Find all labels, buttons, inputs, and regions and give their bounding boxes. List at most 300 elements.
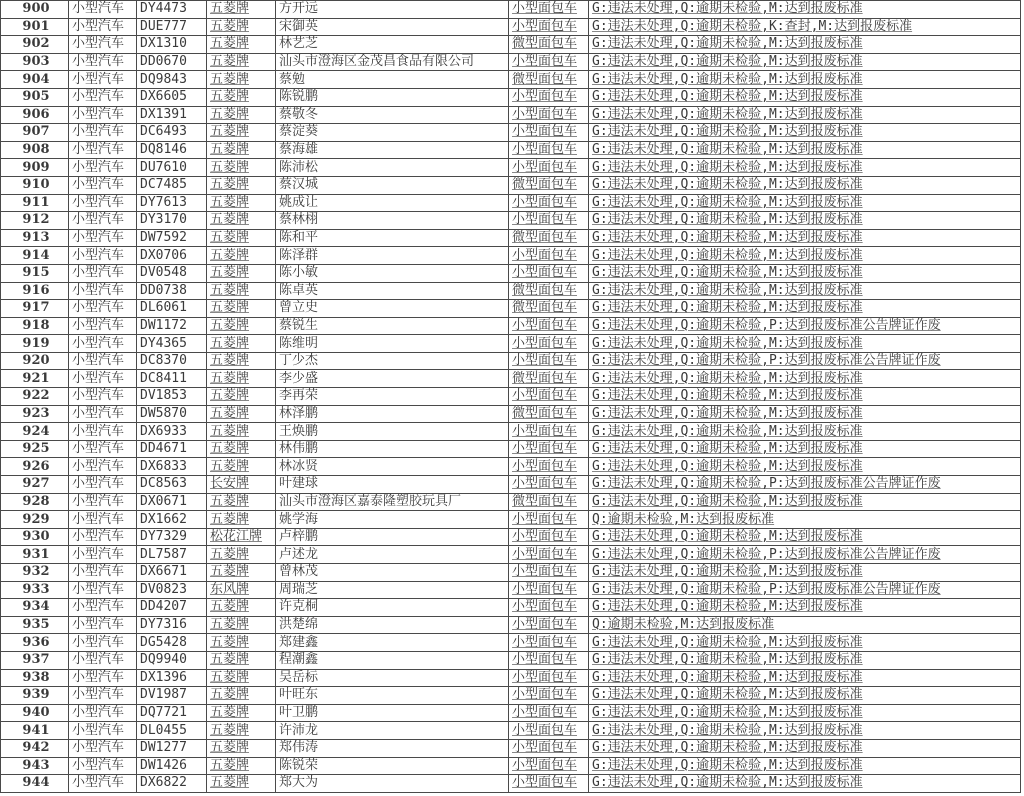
cell-vehicle-category[interactable]: 小型汽车: [69, 194, 137, 212]
cell-serial-number[interactable]: 904: [1, 71, 69, 89]
cell-vehicle-category[interactable]: 小型汽车: [69, 18, 137, 36]
cell-vehicle-category[interactable]: 小型汽车: [69, 476, 137, 494]
cell-vehicle-category[interactable]: 小型汽车: [69, 704, 137, 722]
cell-status[interactable]: [589, 405, 1021, 423]
cell-vehicle-type[interactable]: [509, 546, 589, 564]
cell-serial-number[interactable]: 927: [1, 476, 69, 494]
cell-owner[interactable]: 陈维明: [276, 335, 509, 353]
cell-vehicle-category[interactable]: 小型汽车: [69, 423, 137, 441]
cell-plate-number[interactable]: DV0548: [137, 264, 207, 282]
cell-owner[interactable]: 蔡汉城: [276, 176, 509, 194]
cell-serial-number[interactable]: 900: [1, 1, 69, 19]
cell-vehicle-type[interactable]: [509, 53, 589, 71]
cell-owner[interactable]: 林艺芝: [276, 36, 509, 54]
cell-status[interactable]: [589, 440, 1021, 458]
cell-status[interactable]: [589, 1, 1021, 19]
cell-owner[interactable]: 蔡锐生: [276, 317, 509, 335]
cell-brand[interactable]: [207, 581, 276, 599]
cell-brand[interactable]: [207, 546, 276, 564]
cell-vehicle-type[interactable]: [509, 511, 589, 529]
cell-brand[interactable]: [207, 511, 276, 529]
cell-vehicle-type[interactable]: [509, 388, 589, 406]
cell-plate-number[interactable]: DX6822: [137, 775, 207, 793]
cell-owner[interactable]: 蔡海雄: [276, 141, 509, 159]
cell-serial-number[interactable]: 938: [1, 669, 69, 687]
cell-status[interactable]: [589, 247, 1021, 265]
cell-vehicle-category[interactable]: 小型汽车: [69, 388, 137, 406]
cell-serial-number[interactable]: 926: [1, 458, 69, 476]
cell-status[interactable]: [589, 176, 1021, 194]
cell-status[interactable]: [589, 599, 1021, 617]
cell-vehicle-category[interactable]: 小型汽车: [69, 669, 137, 687]
cell-status[interactable]: [589, 282, 1021, 300]
cell-plate-number[interactable]: DX6671: [137, 564, 207, 582]
cell-status[interactable]: [589, 775, 1021, 793]
cell-serial-number[interactable]: 918: [1, 317, 69, 335]
cell-vehicle-type[interactable]: [509, 176, 589, 194]
cell-vehicle-category[interactable]: 小型汽车: [69, 546, 137, 564]
cell-plate-number[interactable]: DD4671: [137, 440, 207, 458]
cell-status[interactable]: [589, 124, 1021, 142]
cell-status[interactable]: [589, 511, 1021, 529]
cell-status[interactable]: [589, 581, 1021, 599]
cell-owner[interactable]: 陈锐鹏: [276, 88, 509, 106]
cell-brand[interactable]: [207, 159, 276, 177]
cell-owner[interactable]: 方开远: [276, 1, 509, 19]
cell-status[interactable]: [589, 739, 1021, 757]
cell-vehicle-type[interactable]: [509, 212, 589, 230]
cell-serial-number[interactable]: 916: [1, 282, 69, 300]
cell-status[interactable]: [589, 528, 1021, 546]
cell-plate-number[interactable]: DG5428: [137, 634, 207, 652]
cell-vehicle-category[interactable]: 小型汽车: [69, 247, 137, 265]
cell-brand[interactable]: [207, 687, 276, 705]
cell-status[interactable]: [589, 722, 1021, 740]
cell-vehicle-type[interactable]: [509, 476, 589, 494]
cell-brand[interactable]: [207, 317, 276, 335]
cell-brand[interactable]: [207, 53, 276, 71]
cell-owner[interactable]: 吴岳标: [276, 669, 509, 687]
cell-owner[interactable]: 许克桐: [276, 599, 509, 617]
cell-brand[interactable]: [207, 124, 276, 142]
cell-brand[interactable]: [207, 300, 276, 318]
cell-serial-number[interactable]: 905: [1, 88, 69, 106]
cell-vehicle-category[interactable]: 小型汽车: [69, 528, 137, 546]
cell-status[interactable]: [589, 159, 1021, 177]
cell-status[interactable]: [589, 335, 1021, 353]
cell-brand[interactable]: [207, 458, 276, 476]
cell-vehicle-type[interactable]: [509, 264, 589, 282]
cell-vehicle-type[interactable]: [509, 317, 589, 335]
cell-brand[interactable]: [207, 352, 276, 370]
cell-vehicle-type[interactable]: [509, 669, 589, 687]
cell-serial-number[interactable]: 922: [1, 388, 69, 406]
cell-plate-number[interactable]: DC7485: [137, 176, 207, 194]
cell-plate-number[interactable]: DQ8146: [137, 141, 207, 159]
cell-status[interactable]: [589, 370, 1021, 388]
cell-brand[interactable]: [207, 476, 276, 494]
cell-vehicle-category[interactable]: 小型汽车: [69, 687, 137, 705]
cell-plate-number[interactable]: DX1662: [137, 511, 207, 529]
cell-owner[interactable]: 洪楚绵: [276, 616, 509, 634]
cell-status[interactable]: [589, 493, 1021, 511]
cell-owner[interactable]: 丁少杰: [276, 352, 509, 370]
cell-owner[interactable]: 陈锐荣: [276, 757, 509, 775]
cell-plate-number[interactable]: DC8563: [137, 476, 207, 494]
cell-serial-number[interactable]: 931: [1, 546, 69, 564]
cell-status[interactable]: [589, 634, 1021, 652]
cell-vehicle-category[interactable]: 小型汽车: [69, 757, 137, 775]
cell-status[interactable]: [589, 546, 1021, 564]
cell-vehicle-type[interactable]: [509, 88, 589, 106]
cell-serial-number[interactable]: 913: [1, 229, 69, 247]
cell-status[interactable]: [589, 141, 1021, 159]
cell-plate-number[interactable]: DD0738: [137, 282, 207, 300]
cell-plate-number[interactable]: DC8370: [137, 352, 207, 370]
cell-vehicle-category[interactable]: 小型汽车: [69, 317, 137, 335]
cell-vehicle-type[interactable]: [509, 229, 589, 247]
cell-serial-number[interactable]: 911: [1, 194, 69, 212]
cell-brand[interactable]: [207, 739, 276, 757]
cell-status[interactable]: [589, 757, 1021, 775]
cell-vehicle-category[interactable]: 小型汽车: [69, 599, 137, 617]
cell-plate-number[interactable]: DY7613: [137, 194, 207, 212]
cell-vehicle-type[interactable]: [509, 71, 589, 89]
cell-vehicle-type[interactable]: [509, 1, 589, 19]
cell-vehicle-type[interactable]: [509, 687, 589, 705]
cell-vehicle-type[interactable]: [509, 493, 589, 511]
cell-serial-number[interactable]: 912: [1, 212, 69, 230]
cell-plate-number[interactable]: DQ9843: [137, 71, 207, 89]
cell-owner[interactable]: 林泽鹏: [276, 405, 509, 423]
cell-status[interactable]: [589, 194, 1021, 212]
cell-vehicle-type[interactable]: [509, 159, 589, 177]
cell-serial-number[interactable]: 940: [1, 704, 69, 722]
cell-status[interactable]: [589, 18, 1021, 36]
cell-vehicle-category[interactable]: 小型汽车: [69, 458, 137, 476]
cell-status[interactable]: [589, 106, 1021, 124]
cell-brand[interactable]: [207, 71, 276, 89]
cell-brand[interactable]: [207, 247, 276, 265]
cell-brand[interactable]: [207, 440, 276, 458]
cell-vehicle-type[interactable]: [509, 141, 589, 159]
cell-vehicle-type[interactable]: [509, 581, 589, 599]
cell-serial-number[interactable]: 907: [1, 124, 69, 142]
cell-owner[interactable]: 程潮鑫: [276, 651, 509, 669]
cell-vehicle-category[interactable]: 小型汽车: [69, 511, 137, 529]
cell-owner[interactable]: 李少盛: [276, 370, 509, 388]
cell-vehicle-type[interactable]: [509, 564, 589, 582]
cell-serial-number[interactable]: 939: [1, 687, 69, 705]
cell-vehicle-type[interactable]: [509, 370, 589, 388]
cell-vehicle-type[interactable]: [509, 739, 589, 757]
cell-status[interactable]: [589, 36, 1021, 54]
cell-plate-number[interactable]: DL0455: [137, 722, 207, 740]
cell-plate-number[interactable]: DY4365: [137, 335, 207, 353]
cell-plate-number[interactable]: DW7592: [137, 229, 207, 247]
cell-vehicle-type[interactable]: [509, 124, 589, 142]
cell-vehicle-type[interactable]: [509, 423, 589, 441]
cell-owner[interactable]: 许沛龙: [276, 722, 509, 740]
cell-brand[interactable]: [207, 757, 276, 775]
cell-owner[interactable]: 陈沛松: [276, 159, 509, 177]
cell-plate-number[interactable]: DQ9940: [137, 651, 207, 669]
cell-status[interactable]: [589, 687, 1021, 705]
cell-owner[interactable]: 陈泽群: [276, 247, 509, 265]
cell-vehicle-type[interactable]: [509, 634, 589, 652]
cell-serial-number[interactable]: 932: [1, 564, 69, 582]
cell-plate-number[interactable]: DY4473: [137, 1, 207, 19]
cell-serial-number[interactable]: 914: [1, 247, 69, 265]
cell-vehicle-category[interactable]: 小型汽车: [69, 335, 137, 353]
cell-serial-number[interactable]: 906: [1, 106, 69, 124]
cell-vehicle-category[interactable]: 小型汽车: [69, 739, 137, 757]
cell-plate-number[interactable]: DW1426: [137, 757, 207, 775]
cell-brand[interactable]: [207, 493, 276, 511]
cell-serial-number[interactable]: 902: [1, 36, 69, 54]
cell-serial-number[interactable]: 944: [1, 775, 69, 793]
cell-brand[interactable]: [207, 212, 276, 230]
cell-serial-number[interactable]: 903: [1, 53, 69, 71]
cell-owner[interactable]: 郑大为: [276, 775, 509, 793]
cell-brand[interactable]: [207, 194, 276, 212]
cell-serial-number[interactable]: 935: [1, 616, 69, 634]
cell-vehicle-type[interactable]: [509, 352, 589, 370]
cell-vehicle-type[interactable]: [509, 440, 589, 458]
cell-vehicle-category[interactable]: 小型汽车: [69, 651, 137, 669]
cell-serial-number[interactable]: 901: [1, 18, 69, 36]
cell-status[interactable]: [589, 476, 1021, 494]
cell-brand[interactable]: [207, 88, 276, 106]
cell-brand[interactable]: [207, 704, 276, 722]
cell-status[interactable]: [589, 212, 1021, 230]
cell-brand[interactable]: [207, 775, 276, 793]
cell-status[interactable]: [589, 423, 1021, 441]
cell-owner[interactable]: 林冰贤: [276, 458, 509, 476]
cell-plate-number[interactable]: DW5870: [137, 405, 207, 423]
cell-serial-number[interactable]: 933: [1, 581, 69, 599]
cell-brand[interactable]: [207, 141, 276, 159]
cell-vehicle-type[interactable]: [509, 722, 589, 740]
cell-owner[interactable]: 曾林茂: [276, 564, 509, 582]
cell-vehicle-category[interactable]: 小型汽车: [69, 282, 137, 300]
cell-brand[interactable]: [207, 106, 276, 124]
cell-vehicle-category[interactable]: 小型汽车: [69, 88, 137, 106]
cell-status[interactable]: [589, 264, 1021, 282]
cell-vehicle-category[interactable]: 小型汽车: [69, 616, 137, 634]
cell-plate-number[interactable]: DX1391: [137, 106, 207, 124]
cell-brand[interactable]: [207, 264, 276, 282]
cell-owner[interactable]: 姚成让: [276, 194, 509, 212]
cell-vehicle-category[interactable]: 小型汽车: [69, 159, 137, 177]
cell-brand[interactable]: [207, 229, 276, 247]
cell-plate-number[interactable]: DL7587: [137, 546, 207, 564]
cell-owner[interactable]: 叶旺东: [276, 687, 509, 705]
cell-plate-number[interactable]: DD0670: [137, 53, 207, 71]
cell-brand[interactable]: [207, 423, 276, 441]
cell-plate-number[interactable]: DV1853: [137, 388, 207, 406]
cell-vehicle-category[interactable]: 小型汽车: [69, 106, 137, 124]
cell-vehicle-type[interactable]: [509, 757, 589, 775]
cell-serial-number[interactable]: 908: [1, 141, 69, 159]
cell-brand[interactable]: [207, 651, 276, 669]
cell-vehicle-category[interactable]: 小型汽车: [69, 775, 137, 793]
cell-owner[interactable]: 宋御英: [276, 18, 509, 36]
cell-plate-number[interactable]: DY3170: [137, 212, 207, 230]
cell-vehicle-type[interactable]: [509, 282, 589, 300]
cell-status[interactable]: [589, 616, 1021, 634]
cell-vehicle-type[interactable]: [509, 335, 589, 353]
cell-plate-number[interactable]: DX1396: [137, 669, 207, 687]
cell-brand[interactable]: [207, 669, 276, 687]
cell-vehicle-type[interactable]: [509, 528, 589, 546]
cell-owner[interactable]: 汕头市澄海区金茂昌食品有限公司: [276, 53, 509, 71]
cell-plate-number[interactable]: DX0706: [137, 247, 207, 265]
cell-vehicle-category[interactable]: 小型汽车: [69, 352, 137, 370]
cell-vehicle-type[interactable]: [509, 599, 589, 617]
cell-owner[interactable]: 蔡淀葵: [276, 124, 509, 142]
cell-vehicle-category[interactable]: 小型汽车: [69, 124, 137, 142]
cell-plate-number[interactable]: DY7329: [137, 528, 207, 546]
cell-vehicle-type[interactable]: [509, 704, 589, 722]
cell-status[interactable]: [589, 564, 1021, 582]
cell-serial-number[interactable]: 920: [1, 352, 69, 370]
cell-vehicle-type[interactable]: [509, 405, 589, 423]
cell-serial-number[interactable]: 909: [1, 159, 69, 177]
cell-status[interactable]: [589, 651, 1021, 669]
cell-plate-number[interactable]: DX6933: [137, 423, 207, 441]
cell-serial-number[interactable]: 941: [1, 722, 69, 740]
cell-owner[interactable]: 陈卓英: [276, 282, 509, 300]
cell-owner[interactable]: 周瑞芝: [276, 581, 509, 599]
cell-brand[interactable]: [207, 176, 276, 194]
cell-vehicle-category[interactable]: 小型汽车: [69, 141, 137, 159]
cell-vehicle-category[interactable]: 小型汽车: [69, 722, 137, 740]
cell-vehicle-type[interactable]: [509, 36, 589, 54]
cell-vehicle-type[interactable]: [509, 247, 589, 265]
cell-vehicle-category[interactable]: 小型汽车: [69, 71, 137, 89]
cell-vehicle-category[interactable]: 小型汽车: [69, 36, 137, 54]
cell-vehicle-category[interactable]: 小型汽车: [69, 581, 137, 599]
cell-brand[interactable]: [207, 599, 276, 617]
cell-owner[interactable]: 陈和平: [276, 229, 509, 247]
cell-vehicle-type[interactable]: [509, 106, 589, 124]
cell-vehicle-category[interactable]: 小型汽车: [69, 564, 137, 582]
cell-vehicle-category[interactable]: 小型汽车: [69, 370, 137, 388]
cell-owner[interactable]: 叶建球: [276, 476, 509, 494]
cell-owner[interactable]: 蔡林栩: [276, 212, 509, 230]
cell-status[interactable]: [589, 53, 1021, 71]
cell-serial-number[interactable]: 919: [1, 335, 69, 353]
cell-vehicle-type[interactable]: [509, 300, 589, 318]
cell-vehicle-category[interactable]: 小型汽车: [69, 405, 137, 423]
cell-status[interactable]: [589, 317, 1021, 335]
cell-plate-number[interactable]: DC8411: [137, 370, 207, 388]
cell-status[interactable]: [589, 300, 1021, 318]
cell-brand[interactable]: [207, 616, 276, 634]
cell-serial-number[interactable]: 928: [1, 493, 69, 511]
cell-vehicle-type[interactable]: [509, 18, 589, 36]
cell-serial-number[interactable]: 930: [1, 528, 69, 546]
cell-status[interactable]: [589, 388, 1021, 406]
cell-vehicle-type[interactable]: [509, 651, 589, 669]
cell-plate-number[interactable]: DUE777: [137, 18, 207, 36]
cell-vehicle-type[interactable]: [509, 775, 589, 793]
cell-owner[interactable]: 林伟鹏: [276, 440, 509, 458]
cell-vehicle-type[interactable]: [509, 458, 589, 476]
cell-plate-number[interactable]: DX6605: [137, 88, 207, 106]
cell-plate-number[interactable]: DX1310: [137, 36, 207, 54]
cell-brand[interactable]: [207, 36, 276, 54]
cell-serial-number[interactable]: 929: [1, 511, 69, 529]
cell-plate-number[interactable]: DQ7721: [137, 704, 207, 722]
cell-brand[interactable]: [207, 405, 276, 423]
cell-vehicle-category[interactable]: 小型汽车: [69, 264, 137, 282]
cell-brand[interactable]: [207, 1, 276, 19]
cell-owner[interactable]: 汕头市澄海区嘉泰隆塑胶玩具厂: [276, 493, 509, 511]
cell-status[interactable]: [589, 352, 1021, 370]
cell-vehicle-category[interactable]: 小型汽车: [69, 1, 137, 19]
cell-plate-number[interactable]: DW1172: [137, 317, 207, 335]
cell-status[interactable]: [589, 229, 1021, 247]
cell-vehicle-category[interactable]: 小型汽车: [69, 493, 137, 511]
cell-brand[interactable]: [207, 335, 276, 353]
cell-owner[interactable]: 蔡敬冬: [276, 106, 509, 124]
cell-serial-number[interactable]: 936: [1, 634, 69, 652]
cell-plate-number[interactable]: DU7610: [137, 159, 207, 177]
cell-plate-number[interactable]: DY7316: [137, 616, 207, 634]
cell-vehicle-category[interactable]: 小型汽车: [69, 229, 137, 247]
cell-brand[interactable]: [207, 388, 276, 406]
cell-brand[interactable]: [207, 18, 276, 36]
cell-owner[interactable]: 卢梓鹏: [276, 528, 509, 546]
cell-status[interactable]: [589, 458, 1021, 476]
cell-plate-number[interactable]: DL6061: [137, 300, 207, 318]
cell-brand[interactable]: [207, 370, 276, 388]
cell-serial-number[interactable]: 925: [1, 440, 69, 458]
cell-brand[interactable]: [207, 528, 276, 546]
cell-owner[interactable]: 郑建鑫: [276, 634, 509, 652]
cell-serial-number[interactable]: 937: [1, 651, 69, 669]
cell-owner[interactable]: 郑伟涛: [276, 739, 509, 757]
cell-vehicle-category[interactable]: 小型汽车: [69, 300, 137, 318]
cell-serial-number[interactable]: 917: [1, 300, 69, 318]
cell-owner[interactable]: 曾立史: [276, 300, 509, 318]
cell-serial-number[interactable]: 943: [1, 757, 69, 775]
cell-brand[interactable]: [207, 564, 276, 582]
cell-owner[interactable]: 王焕鹏: [276, 423, 509, 441]
cell-plate-number[interactable]: DV0823: [137, 581, 207, 599]
cell-brand[interactable]: [207, 634, 276, 652]
cell-serial-number[interactable]: 921: [1, 370, 69, 388]
cell-brand[interactable]: [207, 282, 276, 300]
cell-plate-number[interactable]: DC6493: [137, 124, 207, 142]
cell-serial-number[interactable]: 924: [1, 423, 69, 441]
cell-owner[interactable]: 陈小敏: [276, 264, 509, 282]
cell-plate-number[interactable]: DX0671: [137, 493, 207, 511]
cell-serial-number[interactable]: 934: [1, 599, 69, 617]
cell-owner[interactable]: 李再荣: [276, 388, 509, 406]
cell-serial-number[interactable]: 923: [1, 405, 69, 423]
cell-serial-number[interactable]: 942: [1, 739, 69, 757]
cell-owner[interactable]: 蔡勉: [276, 71, 509, 89]
cell-status[interactable]: [589, 71, 1021, 89]
cell-plate-number[interactable]: DV1987: [137, 687, 207, 705]
cell-vehicle-category[interactable]: 小型汽车: [69, 53, 137, 71]
cell-plate-number[interactable]: DX6833: [137, 458, 207, 476]
cell-plate-number[interactable]: DD4207: [137, 599, 207, 617]
cell-owner[interactable]: 姚学海: [276, 511, 509, 529]
